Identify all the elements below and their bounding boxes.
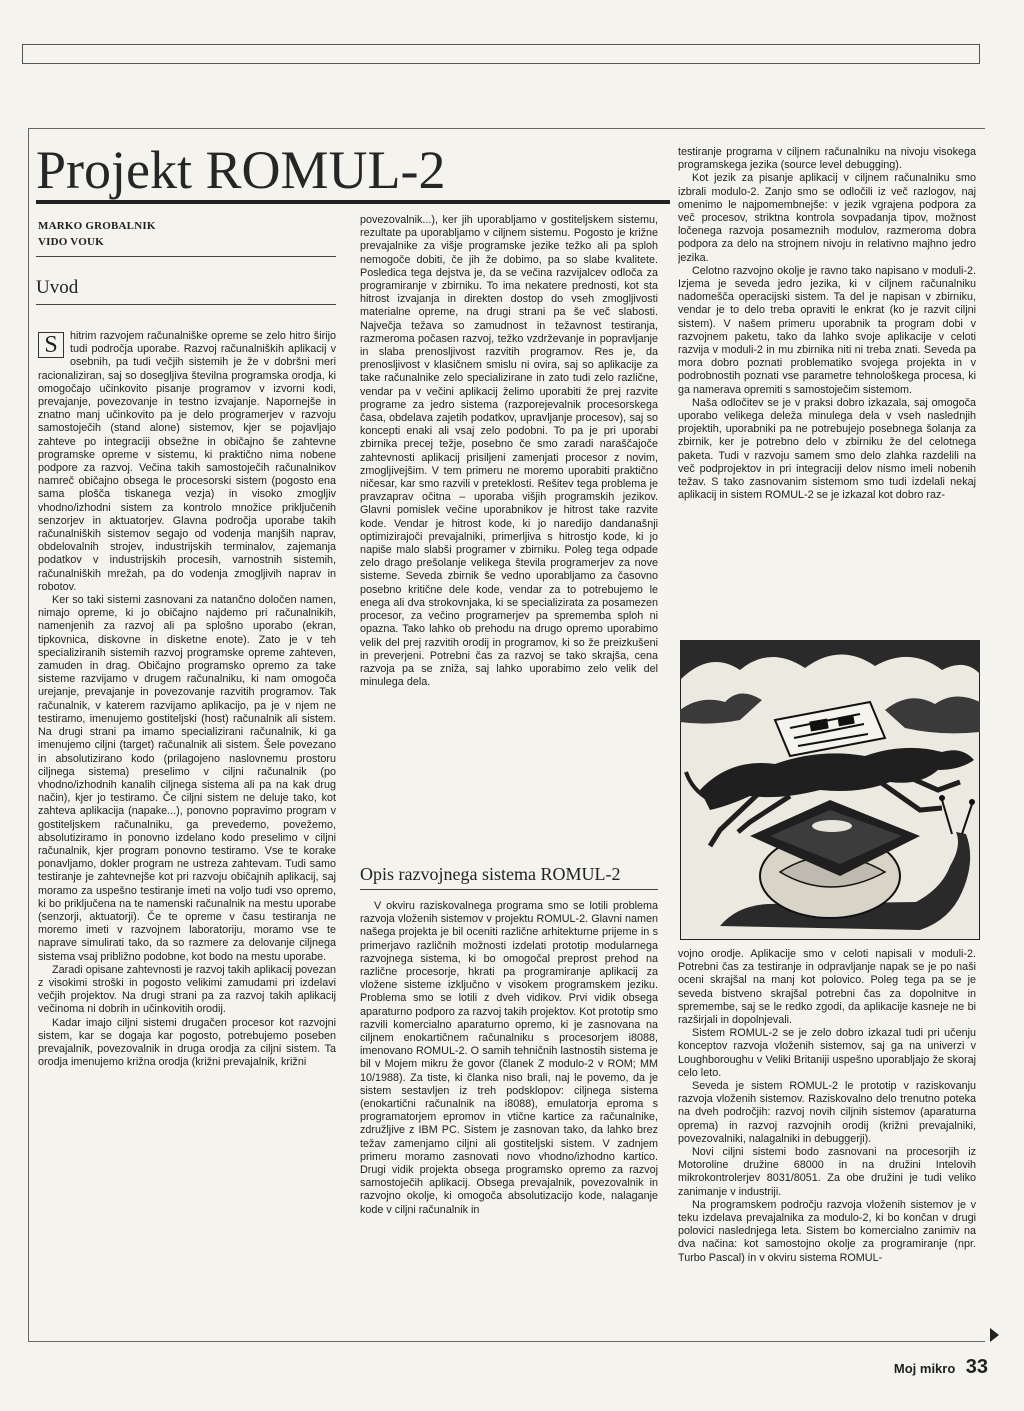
paragraph xyxy=(38,330,336,594)
paragraph: testiranje programa v ciljnem računalniku na nivoju visokega programskega jezika (source level debugging). xyxy=(678,146,976,172)
continue-arrow-icon xyxy=(990,1328,999,1342)
paragraph: vojno orodje. Aplikacije smo v celoti napisali v moduli-2. Potrebni čas za testiranje in odpravljanje napak se je po naši oceni skrajšal na manj kot polovico. Poleg tega pa se je seveda bistveno skrajšal potrebni čas za dopolnitve in spremembe, saj se le redko zgodi, da aplikacije kasneje ne bi razširjali in dopolnjevali. xyxy=(678,948,976,1027)
section-rule xyxy=(36,304,336,305)
author-list xyxy=(38,218,156,250)
page-number: 33 xyxy=(965,1356,988,1378)
paragraph: Novi ciljni sistemi bodo zasnovani na procesorjih iz Motoroline družine 68000 in na družini Intelovih mikrokontrolerjev 8031/8051. Za obe družini je tudi veliko zanimanje v industriji. xyxy=(678,1146,976,1198)
page-footer xyxy=(894,1356,988,1379)
column-2-top xyxy=(360,214,658,854)
paragraph: Celotno razvojno okolje je ravno tako napisano v moduli-2. Izjema je seveda jedro jezika, ki v ciljnem računalniku nadomešča operacijski sistem. Ta del je napisan v zbirniku, vendar je to delo treba opraviti le enkrat (ko je razvit ciljni sistem). V našem primeru uporabnik ta program dobi v razvojnem paketu, tako da lahko svoje aplikacije v celoti razvija v moduli-2 in mu zbirnika niti ni treba znati. Seveda pa mora dobro poznati problematiko svojega projekta in v podrobnostih poznati vse parametre tehnološkega procesa, ki ga namerava opremiti s samostoječim sistemom. xyxy=(678,264,976,396)
paragraph: povezovalnik...), ker jih uporabljamo v gostiteljskem sistemu, rezultate pa uporabljamo v ciljnem sistemu. Pogosto je križne prevajalnike za višje programske jezike težko ali pa sploh nemogoče dobiti, če jih že dobimo, pa so slabe kvalitete. Posledica tega dejstva je, da se večina razvijalcev odloča za programiranje v zbirniku. To ima nekatere prednosti, kot sta hitrost izvajanja in direkten dostop do vseh zmogljivosti materialne opreme, na drugi strani pa še več slabosti. Največja težava so zamudnost in težavnost testiranja, razmeroma počasen razvoj, težko vzdrževanje in popravljanje in slaba prenosljivost razvitih programov. Res je, da prenosljivost v klasičnem smislu ni ovira, saj so aplikacije za take računalnike zelo specializirane in zato tudi zelo različne, vendar pa v večini aplikacij želimo uporabiti že prej razvite programe za jedro sistema (razporejevalnik procesorskega časa, obdelava zajetih podatkov, upravljanje procesov), saj so koncepti enaki ali vsaj zelo podobni. To pa je pri uporabi zbirnika precej težje, posebno če smo zaradi naraščajoče zahtevnosti aplikacij prisiljeni zamenjati procesor z novim, zmogljivejšim. V tem primeru ne moremo uporabiti praktično ničesar, kar smo razvili v preteklosti. Rešitev tega problema je pravzaprav očitna – uporaba višjih programskih jezikov. Glavni pomislek večine uporabnikov je hitrost take razvite kode. Vendar je hitrost kode, ki jo naredijo dandanašnji optimizirajoči prevajalniki, primerljiva s hitrostjo kode, ki jo napiše malo slabši programer v zbirniku. Poleg tega odpade zelo drago prešolanje velikega števila programerjev za nove sisteme. Seveda zbirnik še vedno uporabljamo za časovno posebno kritične dele kode, vendar za to potrebujemo le enega ali dva strokovnjaka, ki se specializirata za posamezen procesor, za večino programerjev pa sprememba sploh ni opazna. Tako lahko ob prehodu na drugo opremo uporabimo velik del prej razvitih orodij in programov, ki so že preizkušeni in preverjeni. Potrebni čas za razvoj se tako skrajša, cena razvoja pa se zniža, saj lahko uporabimo zelo velik del minulega dela. xyxy=(360,214,658,689)
section-rule xyxy=(360,889,658,890)
paragraph-text: hitrim razvojem računalniške opreme se zelo hitro širijo tudi področja uporabe. Razvoj računalniških aplikacij v osebnih, pa tudi večjih sistemih je že v dobršni meri racionaliziran, saj so dosegljiva številna programska orodja, ki omogočajo učinkovito pisanje programov v izvorni kodi, prevajanje, povezovanje in testno izvajanje. Napornejše in znatno manj učinkovito pa je delo programerjev v razvoju samostoječih (stand alone) sistemov, kjer se pojavljajo zahteve po integraciji obsežne in običajno še zahtevne programske opreme v sistemu, ki praktično nima nobene podpore za razvoj. Večina takih samostoječih računalnikov namreč običajno obsega le procesorski sistem (pogosto ena sama plošča tiskanega vezja) in visoko zmogljiv vhodno/izhodni sistem za kontrolo množice priključenih senzorjev in aktuatorjev. Glavna področja uporabe takih računalniških sistemov segajo od vodenja manjših naprav, obdelovalnih strojev, industrijskih terminalov, zajemanja podatkov v industrijskih procesih, varnostnih sistemih, računalniških mrežah, pa do vodenja zmogljivih naprav in robotov. xyxy=(38,330,336,593)
paragraph: Seveda je sistem ROMUL-2 le prototip v raziskovanju razvoja vloženih sistemov. Raziskovalno delo trenutno poteka na dveh področjih: razvoj novih ciljnih sistemov (aparaturna oprema) in razvoj razvojnih orodij (križni prevajalniki, povezovalniki, nalagalniki in debuggerji). xyxy=(678,1080,976,1145)
paragraph: Kadar imajo ciljni sistemi drugačen procesor kot razvojni sistem, kar se dogaja kar pogosto, potrebujemo poseben prevajalnik, povezovalnik in druga orodja za ciljni sistem. Ta orodja imenujemo križna orodja (križni prevajalnik, križni xyxy=(38,1016,336,1069)
paragraph: Kot jezik za pisanje aplikacij v ciljnem računalniku smo izbrali modulo-2. Zanjo smo se odločili iz več razlogov, naj omenimo le najpomembnejše: v jezik vgrajena podpora za več procesov, striktna kontrola sovpadanja tipov, možnost ločenega razvoja posameznih modulov, razmeroma dobra podpora za delo na strojnem nivoju in relativno majhno jedro jezika. xyxy=(678,172,976,264)
greyhound-snail-illustration xyxy=(680,640,980,940)
author-rule xyxy=(36,256,336,257)
author-name: VIDO VOUK xyxy=(38,236,104,248)
section-heading-opis: Opis razvojnega sistema ROMUL-2 xyxy=(360,864,621,884)
paragraph: V okviru raziskovalnega programa smo se lotili problema razvoja vloženih sistemov v projektu ROMUL-2. Glavni namen našega projekta je bil oceniti različne arhitekturne prijeme in s primerjavo različnih možnosti izdelati prototip modularnega razvojnega sistema, ki bo omogočal preprost prehod na različne procesorje, hkrati pa programiranje aplikacij za vložene sisteme izključno v visokem programskem jeziku. Problema smo se lotili z dveh vidikov. Prvi vidik obsega aparaturno podporo za razvoj takih projektov. Kot prototip smo razvili komercialno aparaturno opremo, ki je zasnovana na ciljnem enokartičnem računalniku s procesorjem i8088, imenovano ROMUL-2. O samih tehničnih lastnostih sistema je bil v Mojem mikru že govor (članek Z modulo-2 v ROM; MM 10/1988). Za tiste, ki članka niso brali, naj le povemo, da je sistem sestavljen iz treh podsklopov: ciljnega sistema (enokartični računalnik na i8088), emulatorja eproma s programatorjem epromov in vtične kartice za računalnike, združljive z IBM PC. Sistem je zasnovan tako, da lahko brez težav zamenjamo ciljni ali gostiteljski sistem. V zadnjem primeru moramo zasnovati novo vhodno/izhodno kartico. Drugi vidik projekta obsega programsko opremo za razvoj samostoječih aplikacij. Obsega prevajalnik, povezovalnik in razvojno okolje, ki omogoča absolutizacijo kode, nalaganje kode v ciljni računalnik in xyxy=(360,900,658,1216)
column-2-bottom xyxy=(360,900,658,1340)
drop-cap: S xyxy=(38,332,64,358)
author-name: MARKO GROBALNIK xyxy=(38,220,156,232)
header-frame xyxy=(22,44,980,64)
paragraph: Ker so taki sistemi zasnovani za natančno določen namen, nimajo opreme, ki jo običajno najdemo pri računalnikih, namenjenih za razvoj ali pa splošno uporabo (ekran, tipkovnica, diskovne in disketne enote). Zato je v teh specializiranih sistemih razvoj programske opreme zahteven, zamuden in drag. Običajno programsko opremo za take sisteme razvijamo v drugem računalniku, ki nam omogoča urejanje, prevajanje in povezovanje razvitih programov. Tak računalnik, v katerem razvijamo aplikacijo, pa je v njem ne testiramo, imenujemo gostiteljski (host) računalnik ali sistem. Na drugi strani pa imamo specializirani računalnik, ki ga imenujemo ciljni (target) računalnik ali sistem. Šele povezano in absolutizirano kodo (prilagojeno naslovnemu prostoru ciljnega sistema) preselimo v ciljni računalnik (po vhodno/izhodnih kanalih ciljnega sistema ali pa na kak drug način), kjer jo testiramo. Če ciljni sistem ne deluje tako, kot zahteva aplikacija (napake...), ponovno popravimo program v gostiteljskem računalniku, ga prevedemo, povežemo, absolutiziramo in ponovno izdelano kodo preselimo v ciljni računalnik, kjer program ponovno testiramo. Vse te korake ponavljamo, dokler program ne ustreza zahtevam. Tudi samo testiranje je zahtevnejše kot pri razvoju običajnih aplikacij, saj moramo za uspešno testiranje imeti na voljo tudi vso opremo, ki bo priključena na te namenski računalnik na mestu uporabe (senzorji, aktuatorji). Če te opreme v času testiranja ne moremo imeti v razvojnem laboratoriju, moramo vse te naprave simulirati tako, da so razmere za delovanje ciljnega sistema vsaj približno podobne, kot bodo na mestu uporabe. xyxy=(38,594,336,963)
paragraph: Sistem ROMUL-2 se je zelo dobro izkazal tudi pri učenju konceptov razvoja vloženih sistemov, saj ga na univerzi v Loughboroughu v Veliki Britaniji uspešno uporabljajo že skoraj celo leto. xyxy=(678,1027,976,1079)
paragraph: Naša odločitev se je v praksi dobro izkazala, saj omogoča uporabo velikega deleža minulega dela v vseh naslednjih projektih, uporabniki pa ne potrebujejo posebnega šolanja za zbirnik, ker je potrebno delo v zbirniku že del celotnega paketa. Tudi v razvoju samem smo delo zlahka razdelili na več podprojektov in pri integraciji delov nismo imeli nobenih težav. S tako zasnovanim sistemom smo tudi izdelali nekaj aplikacij in sistem ROMUL-2 se je izkazal kot dobro raz- xyxy=(678,396,976,502)
column-3-top xyxy=(678,146,976,632)
paragraph: Na programskem področju razvoja vloženih sistemov je v teku izdelava prevajalnika za modulo-2, ki bo končan v drugi polovici naslednjega leta. Sistem bo komercialno zanimiv na dva načina: kot samostojno okolje za programiranje (npr. Turbo Pascal) in v okviru sistema ROMUL- xyxy=(678,1198,976,1264)
paragraph: Zaradi opisane zahtevnosti je razvoj takih aplikacij povezan z visokimi stroški in pogosto velikimi zamudami pri izdelavi večjih projektov. Na drugi strani pa za razvoj takih aplikacij večinoma ni dobrih in učinkovitih orodij. xyxy=(38,963,336,1016)
illustration xyxy=(680,640,980,940)
column-1 xyxy=(38,330,336,1342)
section-heading-intro: Uvod xyxy=(36,277,79,298)
article-title: Projekt ROMUL-2 xyxy=(36,140,446,200)
title-rule xyxy=(36,200,670,204)
magazine-name: Moj mikro xyxy=(893,1361,956,1376)
column-3-bottom xyxy=(678,948,976,1340)
